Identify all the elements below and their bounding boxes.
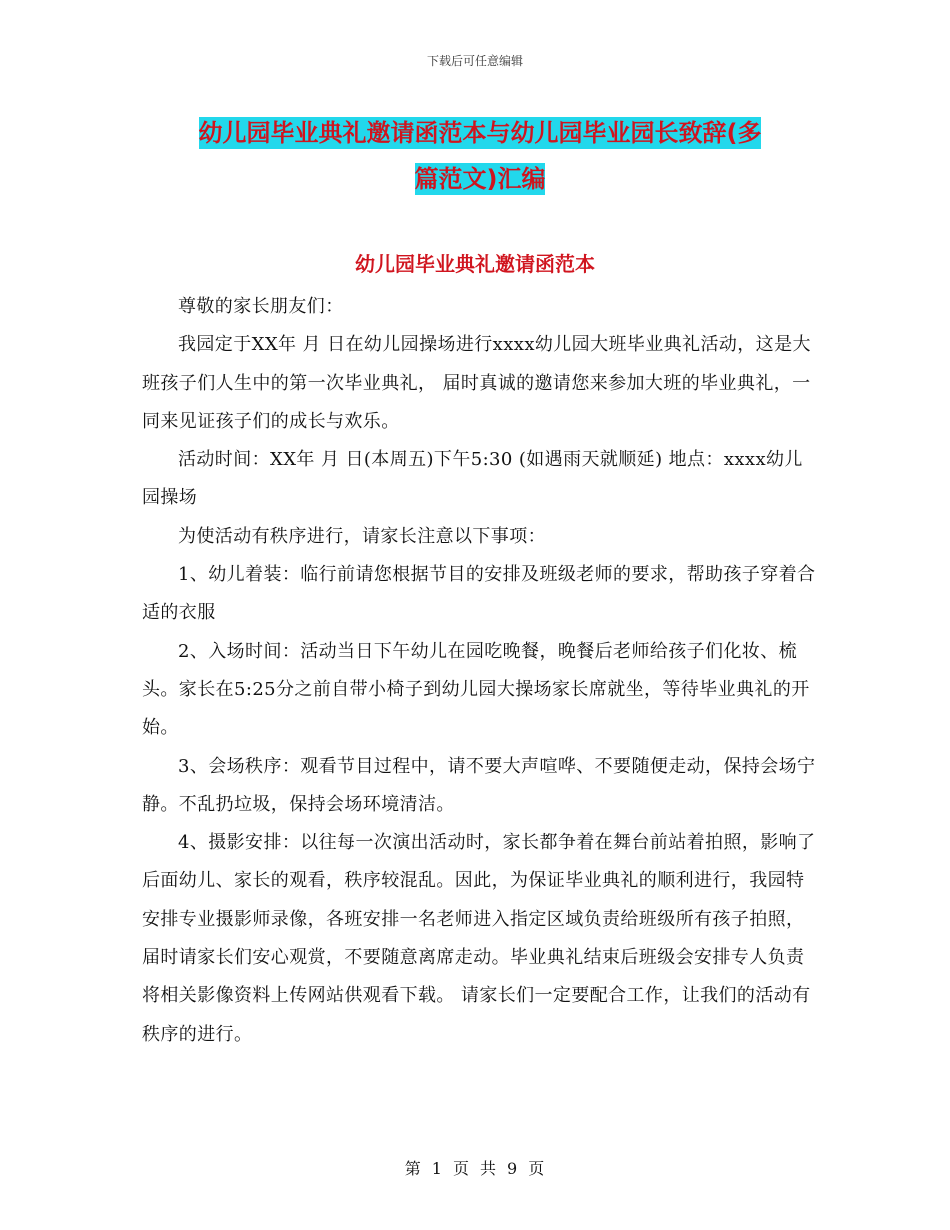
footer-total-word: 页 xyxy=(528,1159,546,1178)
page-header-note: 下载后可任意编辑 xyxy=(426,54,523,68)
footer-total-prefix: 共 xyxy=(480,1159,498,1178)
document-body xyxy=(142,288,818,1054)
body-paragraph: 活动时间：XX年 月 日(本周五)下午5:30 (如遇雨天就顺延) 地点：xxxx幼儿园操场 xyxy=(142,449,803,509)
page-footer xyxy=(0,1156,950,1179)
notice-item-paragraph: 3、会场秩序：观看节目过程中，请不要大声喧哗、不要随便走动，保持会场宁静。不乱扔垃圾，保持会场环境清洁。 xyxy=(142,755,816,815)
footer-total-pages: 9 xyxy=(507,1159,519,1178)
section-title: 幼儿园毕业典礼邀请函范本 xyxy=(355,252,595,276)
document-title-line-1: 幼儿园毕业典礼邀请函范本与幼儿园毕业园长致辞(多 xyxy=(198,119,762,147)
document-title xyxy=(130,110,830,202)
salutation-paragraph: 尊敬的家长朋友们： xyxy=(178,296,344,317)
document-title-line-2: 篇范文)汇编 xyxy=(414,165,546,193)
notice-item-paragraph: 4、摄影安排：以往每一次演出活动时，家长都争着在舞台前站着拍照，影响了后面幼儿、家长的观看，秩序较混乱。因此，为保证毕业典礼的顺利进行，我园特安排专业摄影师录像，各班安排一名老师进入指定区域负责给班级所有孩子拍照，届时请家长们安心观赏，不要随意离席走动。毕业典礼结束后班级会安排专人负责将相关影像资料上传网站供观看下载。 请家长们一定要配合工作，让我们的活动有秩序的进行。 xyxy=(142,832,816,1045)
notice-item-paragraph: 1、幼儿着装：临行前请您根据节目的安排及班级老师的要求，帮助孩子穿着合适的衣服 xyxy=(142,564,816,624)
footer-prefix: 第 xyxy=(404,1159,422,1178)
body-paragraph: 为使活动有秩序进行，请家长注意以下事项： xyxy=(178,525,546,547)
footer-page-number: 1 xyxy=(431,1159,443,1178)
body-paragraph: 我园定于XX年 月 日在幼儿园操场进行xxxx幼儿园大班毕业典礼活动，这是大班孩子们人生中的第一次毕业典礼， 届时真诚的邀请您来参加大班的毕业典礼，一同来见证孩子们的成长与欢乐。 xyxy=(142,334,811,432)
footer-page-word: 页 xyxy=(452,1159,470,1178)
notice-item-paragraph: 2、入场时间：活动当日下午幼儿在园吃晚餐，晚餐后老师给孩子们化妆、梳头。家长在5:25分之前自带小椅子到幼儿园大操场家长席就坐，等待毕业典礼的开始。 xyxy=(142,640,810,739)
